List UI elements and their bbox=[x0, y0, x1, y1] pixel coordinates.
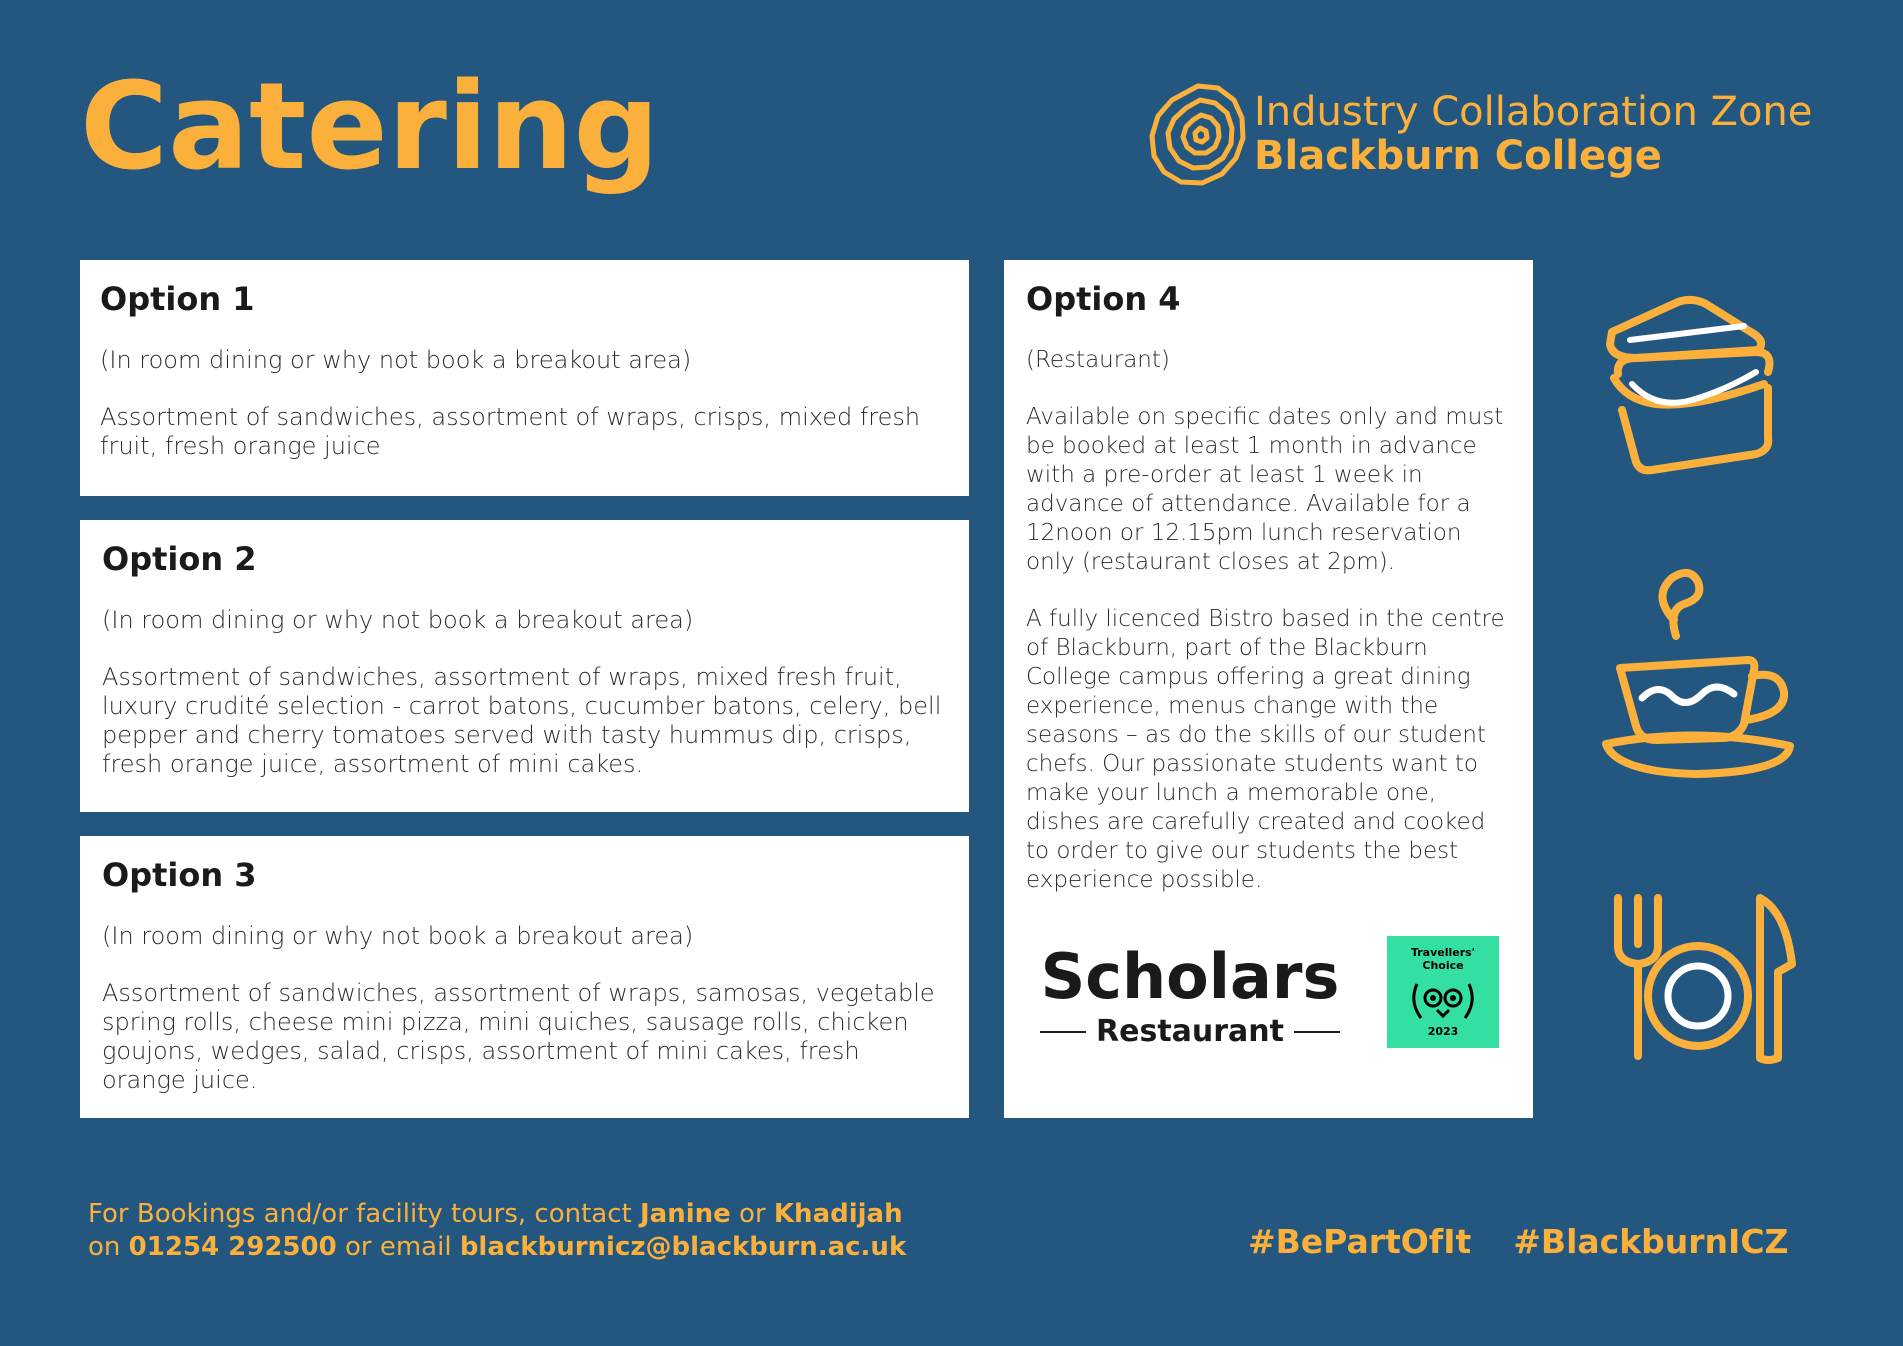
option-4-card bbox=[1004, 260, 1533, 1118]
page-title: Catering bbox=[80, 58, 660, 197]
footer-text: For Bookings and/or facility tours, contact bbox=[88, 1199, 640, 1229]
icz-logo bbox=[1148, 80, 1828, 190]
contact-name-1: Janine bbox=[639, 1199, 731, 1229]
logo-line2: Blackburn College bbox=[1254, 133, 1662, 179]
option-4-description: Available on specific dates only and must be booked at least 1 month in advance with a pre-order at least 1 week in advance of attendance. Available for a 12noon or 12.15pm lunch reservation only (restaurant closes at 2pm). bbox=[1026, 404, 1504, 575]
scholars-restaurant-logo bbox=[1040, 940, 1340, 1049]
badge-line2: Choice bbox=[1422, 959, 1464, 972]
hashtag-2: #BlackburnICZ bbox=[1513, 1222, 1789, 1261]
option-4-description-2: A fully licenced Bistro based in the centre of Blackburn, part of the Blackburn College campus offering a great dining experience, menus change with the seasons – as do the skills of our student chefs. Our passionate students want to make your lunch a memorable one, dishes are carefully created and cooked to order to give our students the best experience possible. bbox=[1026, 606, 1505, 893]
hashtag-1: #BePartOfIt bbox=[1248, 1222, 1472, 1261]
option-2-description: Assortment of sandwiches, assortment of wraps, mixed fresh fruit, luxury crudité selection - carrot batons, cucumber batons, celery, bell pepper and cherry tomatoes served with tasty hummus dip, crisps, fresh orange juice, assortment of mini cakes. bbox=[102, 663, 942, 778]
option-3-description: Assortment of sandwiches, assortment of wraps, samosas, vegetable spring rolls, cheese mini pizza, mini quiches, sausage rolls, chicken goujons, wedges, salad, crisps, assortment of mini cakes, fresh orange juice. bbox=[102, 979, 935, 1094]
contact-name-2: Khadijah bbox=[773, 1199, 903, 1229]
divider bbox=[1294, 1031, 1340, 1033]
option-2-subtitle: (In room dining or why not book a breakout area) bbox=[102, 606, 694, 634]
footer-text: or email bbox=[336, 1232, 460, 1262]
option-3-subtitle: (In room dining or why not book a breakout area) bbox=[102, 922, 694, 950]
option-1-heading: Option 1 bbox=[100, 280, 255, 318]
option-3-heading: Option 3 bbox=[102, 856, 257, 894]
option-1-subtitle: (In room dining or why not book a breakout area) bbox=[100, 346, 692, 374]
option-4-subtitle: (Restaurant) bbox=[1026, 347, 1170, 373]
option-2-card bbox=[80, 520, 969, 812]
owl-laurel-icon bbox=[1403, 974, 1483, 1026]
footer-text: on bbox=[88, 1232, 129, 1262]
footer-text: or bbox=[730, 1199, 774, 1229]
hashtags bbox=[1248, 1222, 1788, 1261]
divider bbox=[1040, 1031, 1086, 1033]
sandwich-icon bbox=[1596, 292, 1786, 482]
scholars-sub: Restaurant bbox=[1096, 1014, 1284, 1049]
swirl-logo-icon bbox=[1148, 80, 1248, 190]
option-4-heading: Option 4 bbox=[1026, 280, 1181, 318]
option-1-card bbox=[80, 260, 969, 496]
contact-email[interactable]: blackburnicz@blackburn.ac.uk bbox=[459, 1232, 907, 1262]
badge-year: 2023 bbox=[1427, 1025, 1459, 1038]
option-1-description: Assortment of sandwiches, assortment of wraps, crisps, mixed fresh fruit, fresh orange juice bbox=[100, 403, 921, 460]
travellers-choice-badge bbox=[1387, 936, 1499, 1048]
coffee-cup-icon bbox=[1596, 560, 1806, 790]
plate-cutlery-icon bbox=[1610, 892, 1800, 1064]
contact-phone: 01254 292500 bbox=[128, 1232, 337, 1262]
scholars-name: Scholars bbox=[1040, 940, 1340, 1013]
footer-contact bbox=[88, 1198, 906, 1264]
option-3-card bbox=[80, 836, 969, 1118]
option-2-heading: Option 2 bbox=[102, 540, 257, 578]
badge-line1: Travellers' bbox=[1410, 946, 1476, 959]
logo-line1: Industry Collaboration Zone bbox=[1254, 89, 1813, 135]
